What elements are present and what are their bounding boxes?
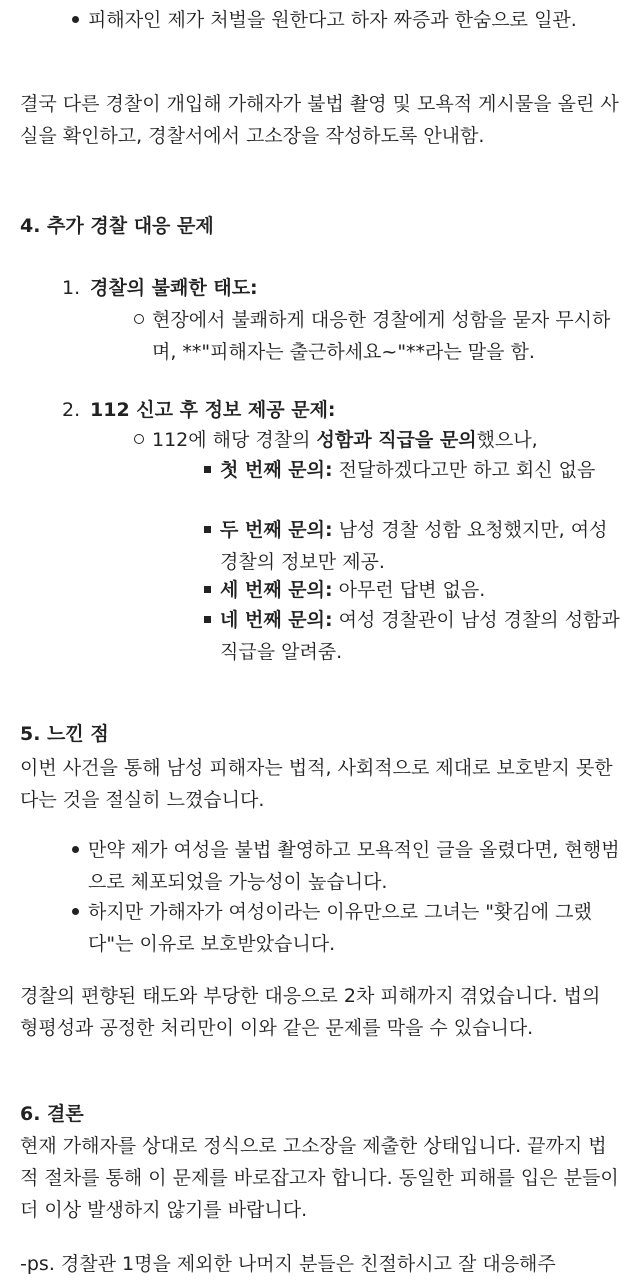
bullet-text: 하지만 가해자가 여성이라는 이유만으로 그녀는 "홧김에 그랬다"는 이유로 보호받았습니다.: [88, 901, 592, 955]
inquiry-text: 전달하겠다고만 하고 회신 없음: [332, 459, 596, 481]
bullet-dot-icon: [64, 896, 86, 928]
section-4-heading: 4. 추가 경찰 대응 문제: [20, 215, 214, 237]
inquiry-text: 남성 경찰 성함 요청했지만, 여성 경찰의 정보만 제공.: [220, 519, 608, 573]
bullet-item: [64, 896, 620, 960]
paragraph: 경찰의 편향된 태도와 부당한 대응으로 2차 피해까지 겪었습니다. 법의 형평성과 공정한 처리만이 이와 같은 문제를 막을 수 있습니다.: [20, 985, 601, 1039]
item-title: 경찰의 불쾌한 태도:: [90, 277, 258, 299]
paragraph: 이번 사건을 통해 남성 피해자는 법적, 사회적으로 제대로 보호받지 못한다는 것을 절실히 느꼈습니다.: [20, 757, 613, 811]
inquiry-label: 두 번째 문의:: [220, 519, 333, 541]
square-bullet-icon: [196, 514, 218, 546]
inquiry-text: 아무런 답변 없음.: [332, 579, 486, 601]
numbered-item-1: [62, 272, 620, 304]
inquiry-label: 세 번째 문의:: [220, 579, 333, 601]
sub-bullet-text: 현장에서 불쾌하게 대응한 경찰에게 성함을 묻자 무시하며, **"피해자는 출근하세요~"**라는 말을 함.: [152, 309, 611, 363]
inquiry-item: [196, 514, 620, 578]
section-6-heading: 6. 결론: [20, 1103, 84, 1125]
square-bullet-icon: [196, 454, 218, 486]
inquiry-item: [196, 454, 620, 486]
inquiry-label: 네 번째 문의:: [220, 609, 333, 631]
bullet-dot-icon: [64, 834, 86, 866]
item-title: 112 신고 후 정보 제공 문제:: [90, 399, 336, 421]
inquiry-text: 여성 경찰관이 남성 경찰의 성함과 직급을 알려줌.: [220, 609, 620, 663]
bullet-text: 피해자인 제가 처벌을 원한다고 하자 짜증과 한숨으로 일관.: [88, 9, 577, 31]
bullet-dot-icon: [64, 4, 86, 36]
square-bullet-icon: [196, 574, 218, 606]
paragraph: 결국 다른 경찰이 개입해 가해자가 불법 촬영 및 모욕적 게시물을 올린 사실을 확인하고, 경찰서에서 고소장을 작성하도록 안내함.: [20, 93, 619, 147]
circle-bullet-icon: [128, 424, 150, 456]
paragraph: 현재 가해자를 상대로 정식으로 고소장을 제출한 상태입니다. 끝까지 법적 절차를 통해 이 문제를 바로잡고자 합니다. 동일한 피해를 입은 분들이 더 이상 발생하지 않기를 바랍니다.: [20, 1135, 619, 1221]
bullet-text: 만약 제가 여성을 불법 촬영하고 모욕적인 글을 올렸다면, 현행범으로 체포되었을 가능성이 높습니다.: [88, 839, 620, 893]
inquiry-item: [196, 604, 620, 668]
inquiry-item: [196, 574, 620, 606]
sub-bullet-text: 112에 해당 경찰의 성함과 직급을 문의했으나,: [152, 429, 538, 451]
postscript: -ps. 경찰관 1명을 제외한 나머지 분들은 친절하시고 잘 대응해주: [20, 1253, 556, 1275]
item-number: 1.: [62, 277, 81, 299]
section-5-heading: 5. 느낀 점: [20, 723, 109, 745]
item-number: 2.: [62, 399, 81, 421]
bullet-item: [64, 4, 620, 36]
circle-bullet-icon: [128, 304, 150, 336]
numbered-item-2: [62, 394, 620, 426]
square-bullet-icon: [196, 604, 218, 636]
sub-bullet-item: [128, 424, 620, 456]
bullet-item: [64, 834, 620, 898]
inquiry-label: 첫 번째 문의:: [220, 459, 333, 481]
sub-bullet-item: [128, 304, 620, 368]
